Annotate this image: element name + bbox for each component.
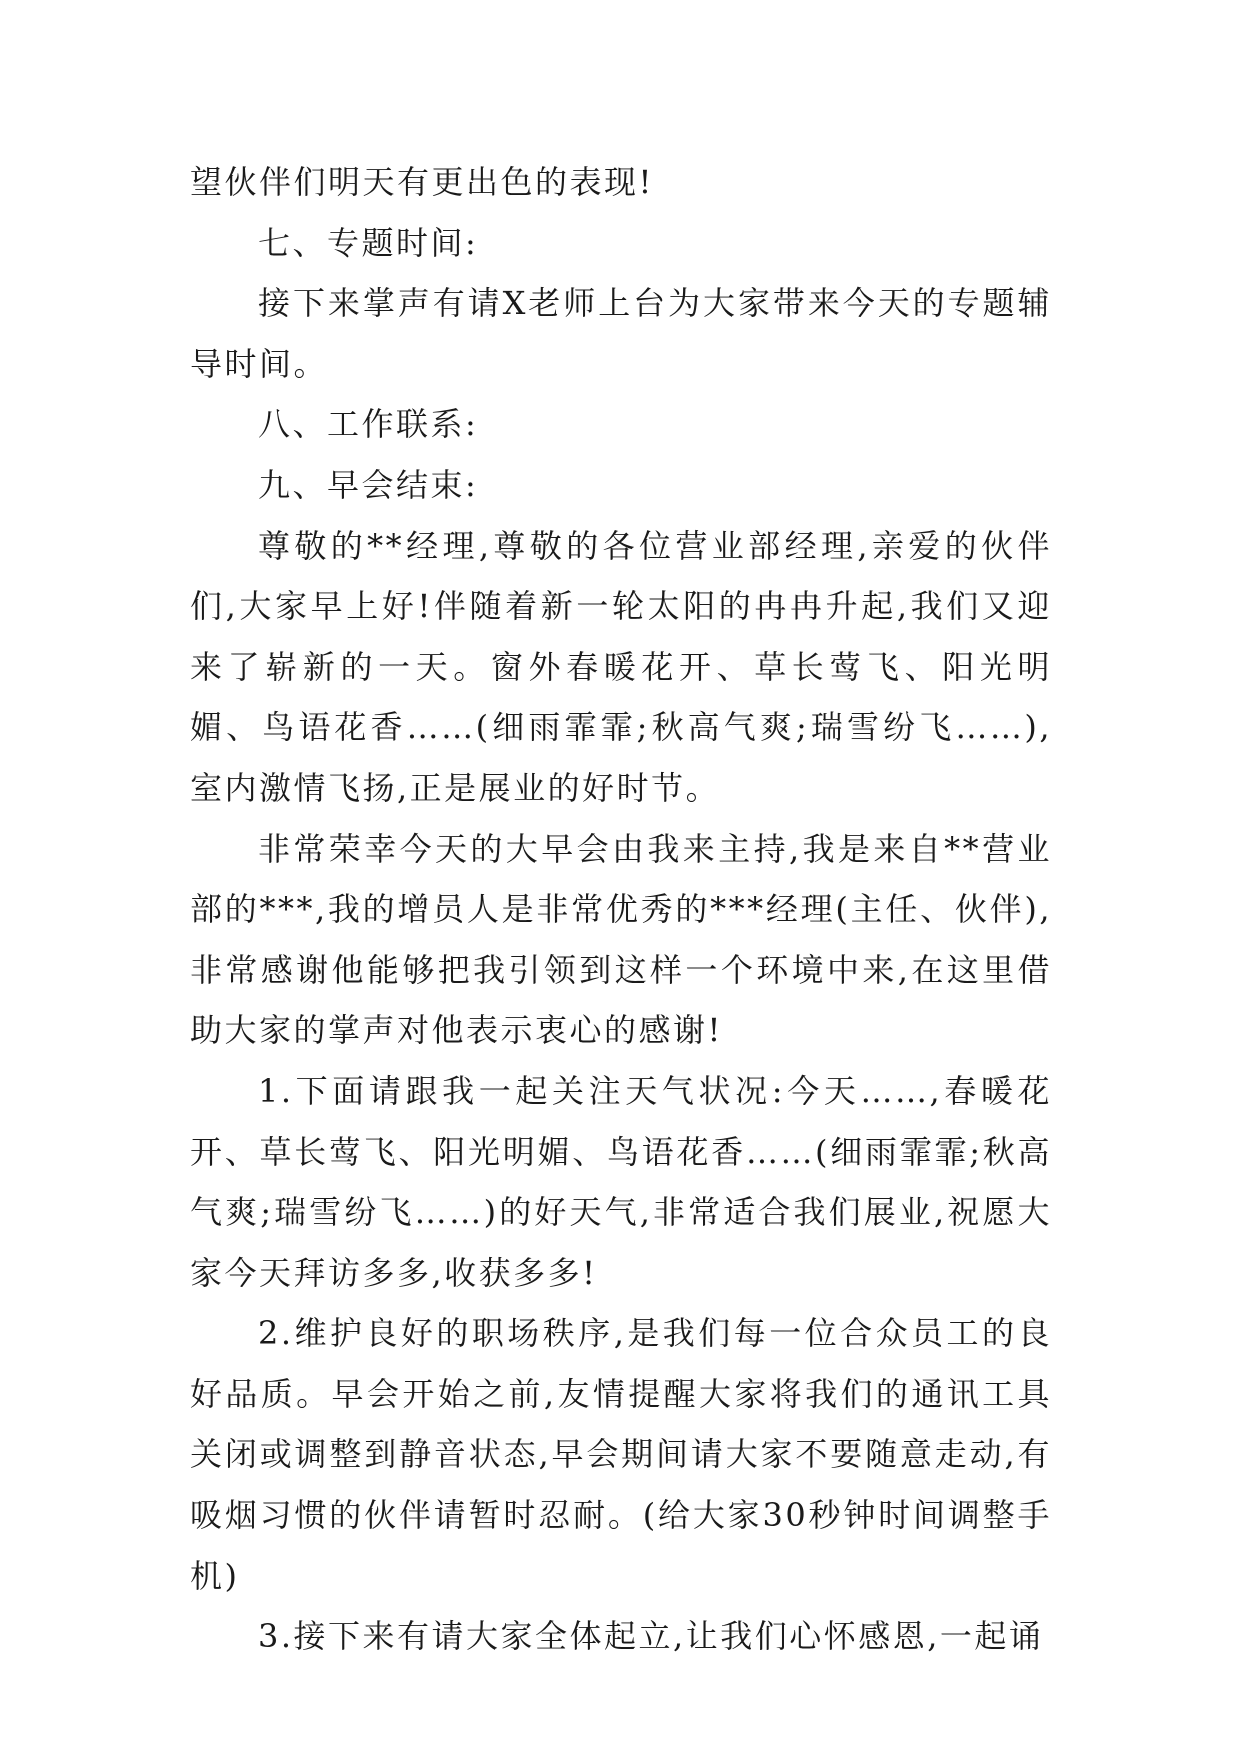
section-heading-eight: 八、工作联系:	[258, 405, 479, 444]
paragraph-weather: 1.下面请跟我一起关注天气状况:今天……,春暖花开、草长莺飞、阳光明媚、鸟语花香……(细雨霏霏;秋高气爽;瑞雪纷飞……)的好天气,非常适合我们展业,祝愿大家今天拜访多多,收获多多!	[190, 1071, 1052, 1292]
paragraph-host-intro: 非常荣幸今天的大早会由我来主持,我是来自**营业部的***,我的增员人是非常优秀的***经理(主任、伙伴),非常感谢他能够把我引领到这样一个环境中来,在这里借助大家的掌声对他表示衷心的感谢!	[190, 829, 1052, 1050]
section-heading-nine: 九、早会结束:	[258, 465, 479, 504]
paragraph-continuation: 望伙伴们明天有更出色的表现!	[190, 163, 654, 201]
document-body	[190, 152, 1052, 1667]
paragraph-topic-time: 接下来掌声有请X老师上台为大家带来今天的专题辅导时间。	[190, 284, 1052, 383]
paragraph-order: 2.维护良好的职场秩序,是我们每一位合众员工的良好品质。早会开始之前,友情提醒大家将我们的通讯工具关闭或调整到静音状态,早会期间请大家不要随意走动,有吸烟习惯的伙伴请暂时忍耐。(给大家30秒钟时间调整手机)	[190, 1314, 1052, 1595]
paragraph-greeting: 尊敬的**经理,尊敬的各位营业部经理,亲爱的伙伴们,大家早上好!伴随着新一轮太阳的冉冉升起,我们又迎来了崭新的一天。窗外春暖花开、草长莺飞、阳光明媚、鸟语花香……(细雨霏霏;秋高气爽;瑞雪纷飞……),室内激情飞扬,正是展业的好时节。	[190, 526, 1052, 807]
section-heading-seven: 七、专题时间:	[258, 223, 479, 262]
paragraph-stand-up: 3.接下来有请大家全体起立,让我们心怀感恩,一起诵	[258, 1617, 1044, 1656]
